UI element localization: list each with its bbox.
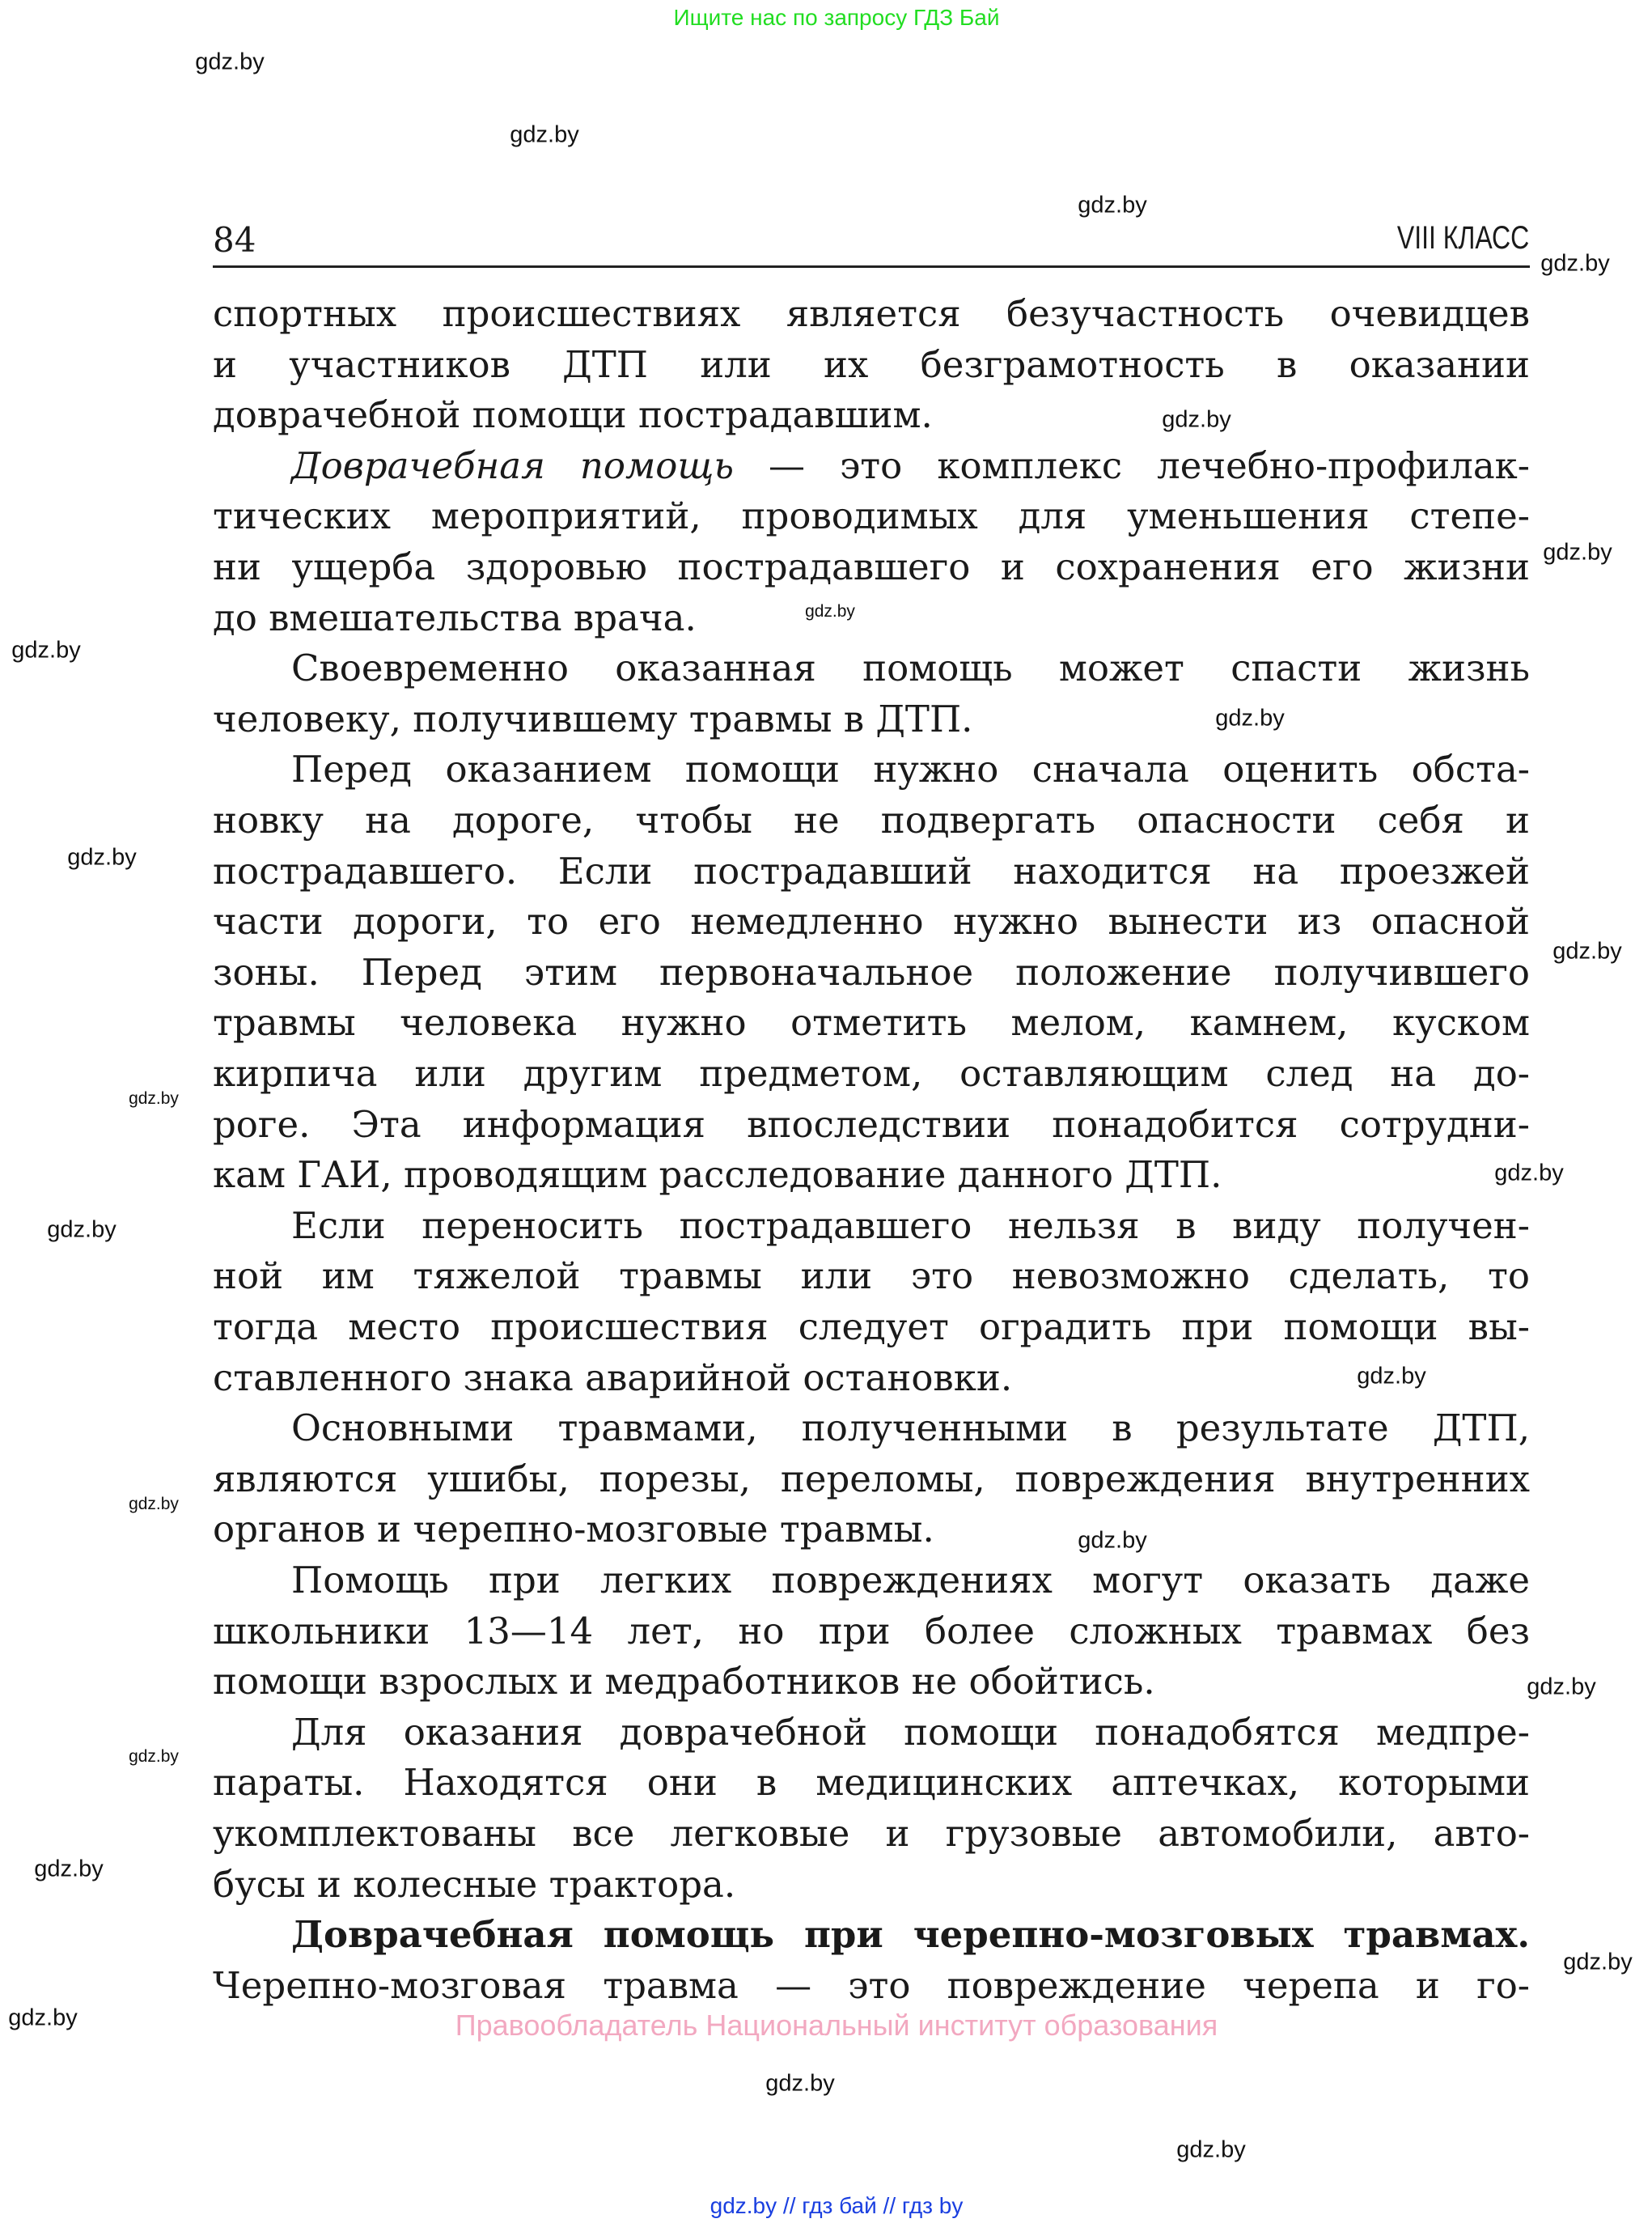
line-text: Если переносить пострадавшего нельзя в виду получен- <box>291 1203 1530 1247</box>
running-header-grade: VIII КЛАСС <box>1396 220 1529 256</box>
line-text: укомплектованы все легковые и грузовые автомобили, авто- <box>213 1812 1530 1855</box>
watermark: gdz.by <box>129 1747 179 1766</box>
line-text: ной им тяжелой травмы или это невозможно сделать, то <box>213 1254 1530 1298</box>
line-text: Основными травмами, полученными в результате ДТП, <box>291 1406 1530 1450</box>
text-line <box>213 1353 1530 1403</box>
watermark: gdz.by <box>1552 938 1622 965</box>
text-line <box>213 1150 1530 1200</box>
text-line <box>213 1708 1530 1758</box>
watermark: gdz.by <box>47 1216 116 1243</box>
line-text: и участников ДТП или их безграмотность в оказании <box>213 342 1530 386</box>
line-text: доврачебной помощи пострадавшим. <box>213 393 933 437</box>
text-line <box>213 643 1530 694</box>
rights-notice: Правообладатель Национальный институт образования <box>455 2009 1218 2042</box>
line-text: ставленного знака аварийной остановки. <box>213 1355 1013 1399</box>
footer-links[interactable]: gdz.by // гдз бай // гдз by <box>710 2193 964 2218</box>
text-line <box>213 1403 1530 1453</box>
search-banner-link[interactable]: Ищите нас по запросу ГДЗ Бай <box>673 5 1000 30</box>
watermark: gdz.by <box>1078 192 1147 218</box>
line-text: Своевременно оказанная помощь может спасти жизнь <box>291 647 1530 690</box>
text-line <box>213 1302 1530 1352</box>
line-text: — это комплекс лечебно-профилак- <box>733 443 1530 487</box>
line-text: Для оказания доврачебной помощи понадобятся медпре- <box>291 1710 1530 1754</box>
text-line <box>213 745 1530 795</box>
text-line <box>213 1809 1530 1859</box>
text-line <box>213 441 1530 491</box>
text-line <box>213 1049 1530 1099</box>
line-text: Перед оказанием помощи нужно сначала оценить обста- <box>291 748 1530 791</box>
line-text: спортных происшествиях является безучастность очевидцев <box>213 292 1530 335</box>
line-text: человеку, получившему травмы в ДТП. <box>213 697 973 740</box>
text-line <box>213 1910 1530 1960</box>
watermark: gdz.by <box>129 1495 179 1513</box>
watermark: gdz.by <box>805 602 855 621</box>
text-line <box>213 1606 1530 1657</box>
watermark: gdz.by <box>1494 1160 1564 1186</box>
text-line <box>213 998 1530 1048</box>
line-text: пострадавшего. Если пострадавший находится на проезжей <box>213 849 1530 893</box>
text-line <box>213 491 1530 541</box>
line-text: являются ушибы, порезы, переломы, повреждения внутренних <box>213 1457 1530 1500</box>
line-text: зоны. Перед этим первоначальное положение получившего <box>213 950 1530 994</box>
text-line <box>213 846 1530 897</box>
term-italic: Доврачебная помощь <box>291 443 734 487</box>
text-line <box>213 390 1530 440</box>
header-rule <box>213 265 1530 268</box>
line-text: параты. Находятся они в медицинских аптечках, которыми <box>213 1761 1530 1805</box>
page-number: 84 <box>213 220 256 260</box>
watermark: gdz.by <box>1540 250 1610 277</box>
line-text: помощи взрослых и медработников не обойтись. <box>213 1660 1155 1703</box>
text-line <box>213 1504 1530 1555</box>
line-text: роге. Эта информация впоследствии понадобится сотрудни- <box>213 1102 1530 1146</box>
section-heading: Доврачебная помощь при черепно-мозговых травмах. <box>291 1913 1530 1957</box>
watermark: gdz.by <box>129 1089 179 1108</box>
watermark: gdz.by <box>1543 539 1612 566</box>
line-text: травмы человека нужно отметить мелом, камнем, куском <box>213 1001 1530 1045</box>
watermark: gdz.by <box>67 844 137 871</box>
watermark: gdz.by <box>510 121 579 148</box>
line-text: до вмешательства врача. <box>213 596 697 639</box>
text-line <box>213 1860 1530 1910</box>
text-line <box>213 1454 1530 1504</box>
text-line <box>213 897 1530 947</box>
watermark: gdz.by <box>1563 1949 1633 1975</box>
line-text: новку на дороге, чтобы не подвергать опасности себя и <box>213 799 1530 842</box>
line-text: органов и черепно-мозговые травмы. <box>213 1508 934 1551</box>
text-line <box>213 593 1530 643</box>
watermark: gdz.by <box>34 1856 104 1882</box>
line-text: бусы и колесные трактора. <box>213 1862 736 1906</box>
watermark: gdz.by <box>1357 1363 1426 1389</box>
text-line <box>213 1961 1530 2011</box>
line-text: ни ущерба здоровью пострадавшего и сохранения его жизни <box>213 545 1530 588</box>
line-text: школьники 13—14 лет, но при более сложных травмах без <box>213 1609 1530 1652</box>
text-line <box>213 694 1530 745</box>
watermark: gdz.by <box>765 2070 835 2097</box>
text-line <box>213 948 1530 998</box>
text-line <box>213 340 1530 390</box>
line-text: кирпича или другим предметом, оставляющим след на до- <box>213 1052 1530 1095</box>
text-line <box>213 795 1530 846</box>
watermark: gdz.by <box>1215 705 1285 732</box>
text-line <box>213 1657 1530 1707</box>
text-line <box>213 1201 1530 1251</box>
watermark: gdz.by <box>195 49 265 75</box>
line-text: Черепно-мозговая травма — это повреждение черепа и го- <box>213 1963 1530 2007</box>
line-text: тогда место происшествия следует оградить при помощи вы- <box>213 1305 1530 1348</box>
watermark: gdz.by <box>1176 2136 1246 2163</box>
line-text: части дороги, то его немедленно нужно вынести из опасной <box>213 900 1530 944</box>
text-line <box>213 289 1530 339</box>
text-line <box>213 1555 1530 1606</box>
text-line <box>213 542 1530 592</box>
watermark: gdz.by <box>8 2005 78 2031</box>
watermark: gdz.by <box>1162 406 1231 433</box>
text-line <box>213 1251 1530 1301</box>
line-text: тических мероприятий, проводимых для уменьшения степе- <box>213 494 1530 538</box>
watermark: gdz.by <box>1527 1674 1596 1700</box>
watermark: gdz.by <box>1078 1527 1147 1554</box>
watermark: gdz.by <box>11 637 81 664</box>
text-line <box>213 1758 1530 1808</box>
text-line <box>213 1100 1530 1150</box>
line-text: Помощь при легких повреждениях могут оказать даже <box>291 1559 1530 1601</box>
line-text: кам ГАИ, проводящим расследование данного ДТП. <box>213 1153 1222 1197</box>
